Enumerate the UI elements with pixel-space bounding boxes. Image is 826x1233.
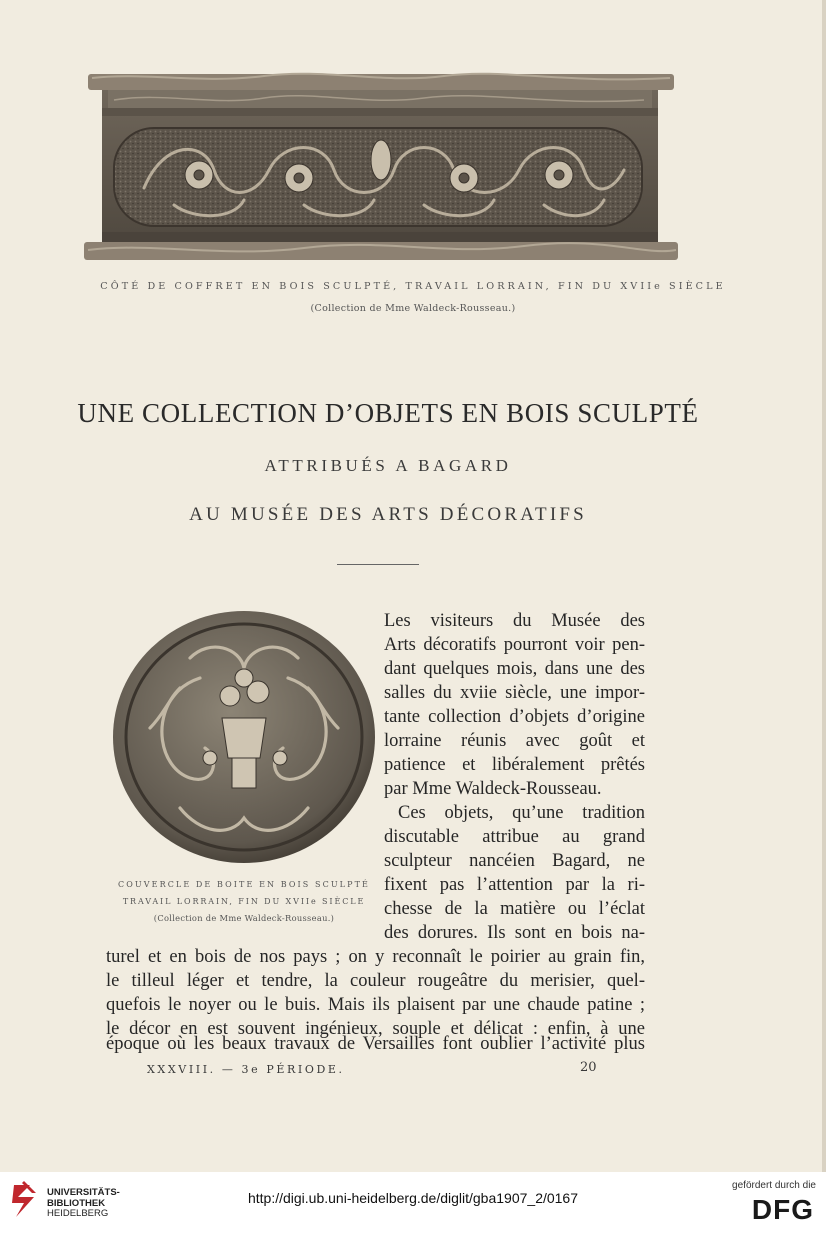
article-title: UNE COLLECTION D’OBJETS EN BOIS SCULPTÉ xyxy=(77,398,699,428)
coffret-photograph xyxy=(84,70,678,266)
title-divider xyxy=(337,564,419,565)
running-footer: XXXVIII. — 3e PÉRIODE. xyxy=(147,1063,345,1076)
body-line: quefois le noyer ou le buis. Mais ils plaisent par une chaude patine ; xyxy=(106,995,645,1015)
body-line: dant quelques mois, dans une des xyxy=(384,659,645,679)
digitization-footer xyxy=(0,1172,826,1233)
body-line: turel et en bois de nos pays ; on y reconnaît le poirier au grain fin, xyxy=(106,947,645,967)
body-line: Arts décoratifs pourront voir pen- xyxy=(384,635,645,655)
body-line: Ces objets, qu’une tradition xyxy=(398,803,645,823)
body-line: salles du xviie siècle, une impor- xyxy=(384,683,645,703)
institution-line-1: UNIVERSITÄTS- xyxy=(47,1187,120,1198)
article-subtitle-1: ATTRIBUÉS A BAGARD xyxy=(264,456,512,475)
medallion-caption: COUVERCLE DE BOITE EN BOIS SCULPTÉ xyxy=(118,880,370,889)
body-line: fixent pas l’attention par la ri- xyxy=(384,875,645,895)
sponsor-label: gefördert durch die xyxy=(732,1180,816,1191)
medallion-caption-line2: TRAVAIL LORRAIN, FIN DU XVIIe SIÈCLE xyxy=(122,897,366,906)
body-line: époque où les beaux travaux de Versailles font oublier l’activité plus xyxy=(106,1034,645,1054)
body-line: patience et libéralement prêtés xyxy=(384,755,645,775)
page-edge xyxy=(822,0,826,1172)
body-line: lorraine réunis avec goût et xyxy=(384,731,645,751)
body-line: tante collection d’objets d’origine xyxy=(384,707,645,727)
permalink-url[interactable]: http://digi.ub.uni-heidelberg.de/diglit/gba1907_2/0167 xyxy=(247,1190,579,1206)
body-line: le décor en est souvent ingénieux, souple et délicat : enfin, à une xyxy=(106,1019,645,1039)
body-line: le tilleul léger et tendre, la couleur rougeâtre du merisier, quel- xyxy=(106,971,645,991)
body-line: sculpteur nancéien Bagard, ne xyxy=(384,851,645,871)
institution-line-3: HEIDELBERG xyxy=(47,1208,109,1219)
medallion-photograph xyxy=(110,608,378,866)
coffret-caption-collection: (Collection de Mme Waldeck-Rousseau.) xyxy=(310,303,516,314)
article-subtitle-2: AU MUSÉE DES ARTS DÉCORATIFS xyxy=(189,504,587,525)
coffret-caption: CÔTÉ DE COFFRET EN BOIS SCULPTÉ, TRAVAIL LORRAIN, FIN DU XVIIe SIÈCLE xyxy=(100,281,726,292)
medallion-caption-collection: (Collection de Mme Waldeck-Rousseau.) xyxy=(153,913,335,923)
body-line: des dorures. Ils sont en bois na- xyxy=(384,923,645,943)
body-line: Les visiteurs du Musée des xyxy=(384,611,645,631)
body-line: par Mme Waldeck-Rousseau. xyxy=(384,779,602,799)
page-number: 20 xyxy=(580,1060,597,1075)
dfg-logo[interactable]: DFG xyxy=(751,1194,814,1225)
body-line: chesse de la matière ou l’éclat xyxy=(384,899,645,919)
institution-line-2: BIBLIOTHEK xyxy=(47,1197,106,1209)
body-line: discutable attribue au grand xyxy=(384,827,645,847)
